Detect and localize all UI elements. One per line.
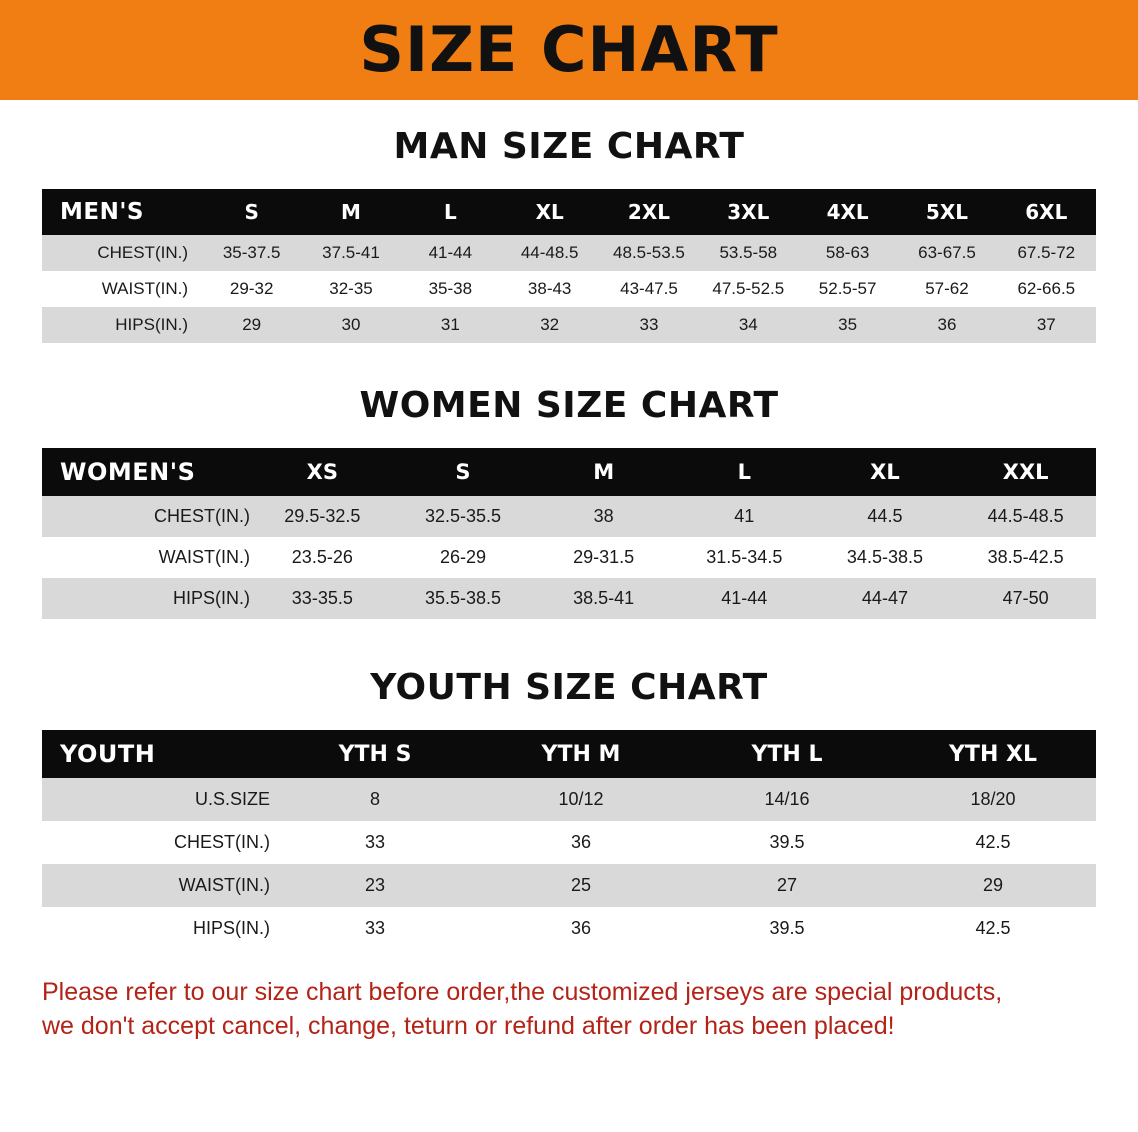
cell: 29 — [202, 307, 301, 343]
column-header: 4XL — [798, 189, 897, 235]
cell: 37 — [997, 307, 1096, 343]
cell: 35-37.5 — [202, 235, 301, 271]
column-header: 3XL — [699, 189, 798, 235]
table-header-row — [42, 189, 1096, 235]
cell: 29-31.5 — [533, 537, 674, 578]
table-row — [42, 778, 1096, 821]
row-label: CHEST(IN.) — [42, 235, 202, 271]
cell: 35.5-38.5 — [393, 578, 534, 619]
cell: 18/20 — [890, 778, 1096, 821]
cell: 33 — [599, 307, 698, 343]
cell: 53.5-58 — [699, 235, 798, 271]
man-size-table — [42, 189, 1096, 343]
cell: 47-50 — [955, 578, 1096, 619]
cell: 41-44 — [401, 235, 500, 271]
column-header: 2XL — [599, 189, 698, 235]
cell: 31.5-34.5 — [674, 537, 815, 578]
column-header: XL — [815, 448, 956, 496]
cell: 41 — [674, 496, 815, 537]
cell: 44-47 — [815, 578, 956, 619]
cell: 32 — [500, 307, 599, 343]
column-header: 5XL — [897, 189, 996, 235]
row-label: HIPS(IN.) — [42, 578, 252, 619]
cell: 10/12 — [478, 778, 684, 821]
column-header: YTH M — [478, 730, 684, 778]
cell: 35 — [798, 307, 897, 343]
cell: 62-66.5 — [997, 271, 1096, 307]
column-header: XL — [500, 189, 599, 235]
header-banner — [0, 0, 1138, 100]
cell: 37.5-41 — [301, 235, 400, 271]
cell: 48.5-53.5 — [599, 235, 698, 271]
cell: 39.5 — [684, 821, 890, 864]
cell: 23.5-26 — [252, 537, 393, 578]
cell: 38.5-41 — [533, 578, 674, 619]
column-header: S — [202, 189, 301, 235]
women-size-table — [42, 448, 1096, 619]
table-row — [42, 907, 1096, 950]
women-header-label: WOMEN'S — [42, 448, 252, 496]
table-row — [42, 307, 1096, 343]
table-row — [42, 496, 1096, 537]
row-label: WAIST(IN.) — [42, 271, 202, 307]
row-label: U.S.SIZE — [42, 778, 272, 821]
cell: 38-43 — [500, 271, 599, 307]
cell: 33-35.5 — [252, 578, 393, 619]
notice-line-2: we don't accept cancel, change, teturn or refund after order has been placed! — [42, 1011, 895, 1040]
cell: 32-35 — [301, 271, 400, 307]
column-header: 6XL — [997, 189, 1096, 235]
table-header-row — [42, 730, 1096, 778]
column-header: YTH L — [684, 730, 890, 778]
page-title: SIZE CHART — [359, 13, 779, 86]
table-row — [42, 271, 1096, 307]
cell: 58-63 — [798, 235, 897, 271]
cell: 63-67.5 — [897, 235, 996, 271]
table-row — [42, 235, 1096, 271]
cell: 41-44 — [674, 578, 815, 619]
row-label: WAIST(IN.) — [42, 864, 272, 907]
row-label: HIPS(IN.) — [42, 307, 202, 343]
women-section-title: WOMEN SIZE CHART — [359, 385, 779, 426]
cell: 36 — [897, 307, 996, 343]
cell: 47.5-52.5 — [699, 271, 798, 307]
return-policy-notice — [42, 976, 1102, 1044]
cell: 26-29 — [393, 537, 534, 578]
cell: 33 — [272, 821, 478, 864]
cell: 39.5 — [684, 907, 890, 950]
cell: 23 — [272, 864, 478, 907]
cell: 29-32 — [202, 271, 301, 307]
cell: 29 — [890, 864, 1096, 907]
cell: 36 — [478, 907, 684, 950]
row-label: WAIST(IN.) — [42, 537, 252, 578]
cell: 31 — [401, 307, 500, 343]
cell: 30 — [301, 307, 400, 343]
column-header: S — [393, 448, 534, 496]
row-label: CHEST(IN.) — [42, 496, 252, 537]
man-section-title: MAN SIZE CHART — [393, 126, 745, 167]
cell: 33 — [272, 907, 478, 950]
column-header: L — [674, 448, 815, 496]
cell: 29.5-32.5 — [252, 496, 393, 537]
cell: 43-47.5 — [599, 271, 698, 307]
row-label: CHEST(IN.) — [42, 821, 272, 864]
row-label: HIPS(IN.) — [42, 907, 272, 950]
cell: 8 — [272, 778, 478, 821]
column-header: L — [401, 189, 500, 235]
cell: 38 — [533, 496, 674, 537]
cell: 67.5-72 — [997, 235, 1096, 271]
cell: 14/16 — [684, 778, 890, 821]
cell: 34.5-38.5 — [815, 537, 956, 578]
table-row — [42, 537, 1096, 578]
table-header-row — [42, 448, 1096, 496]
cell: 36 — [478, 821, 684, 864]
cell: 44.5-48.5 — [955, 496, 1096, 537]
column-header: M — [533, 448, 674, 496]
cell: 42.5 — [890, 821, 1096, 864]
table-row — [42, 578, 1096, 619]
cell: 57-62 — [897, 271, 996, 307]
column-header: XXL — [955, 448, 1096, 496]
cell: 34 — [699, 307, 798, 343]
table-row — [42, 864, 1096, 907]
notice-line-1: Please refer to our size chart before order,the customized jerseys are special products, — [42, 978, 1003, 1006]
youth-header-label: YOUTH — [42, 730, 272, 778]
column-header: YTH S — [272, 730, 478, 778]
youth-size-table — [42, 730, 1096, 950]
man-header-label: MEN'S — [42, 189, 202, 235]
column-header: M — [301, 189, 400, 235]
cell: 44.5 — [815, 496, 956, 537]
cell: 32.5-35.5 — [393, 496, 534, 537]
cell: 44-48.5 — [500, 235, 599, 271]
youth-section-title: YOUTH SIZE CHART — [370, 667, 768, 708]
cell: 25 — [478, 864, 684, 907]
column-header: YTH XL — [890, 730, 1096, 778]
cell: 52.5-57 — [798, 271, 897, 307]
cell: 42.5 — [890, 907, 1096, 950]
cell: 35-38 — [401, 271, 500, 307]
table-row — [42, 821, 1096, 864]
cell: 27 — [684, 864, 890, 907]
cell: 38.5-42.5 — [955, 537, 1096, 578]
column-header: XS — [252, 448, 393, 496]
